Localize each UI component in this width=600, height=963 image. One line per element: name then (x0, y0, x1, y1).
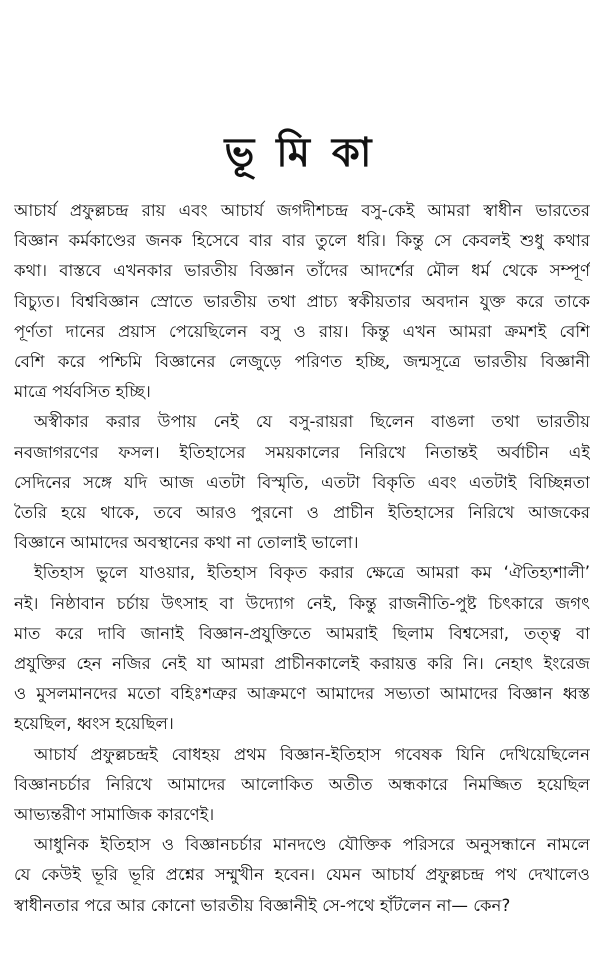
paragraph (14, 830, 590, 921)
text-line: বিজ্ঞানে আমাদের অবস্থানের কথা না তোলাই ভালো। (14, 533, 359, 553)
text-line: বেশি করে পশ্চিমি বিজ্ঞানের লেজুড়ে পরিণত হচ্ছি, জন্মসূত্রে ভারতীয় বিজ্ঞানী (14, 352, 590, 372)
paragraph (14, 196, 590, 407)
text-line: তৈরি হয়ে থাকে, তবে আরও পুরনো ও প্রাচীন ইতিহাসের নিরিখে আজকের (14, 503, 590, 523)
text-line: আচার্য প্রফুল্লচন্দ্রই বোধহয় প্রথম বিজ্ঞান-ইতিহাস গবেষক যিনি দেখিয়েছিলেন (34, 744, 590, 764)
text-line: যে কেউই ভূরি ভূরি প্রশ্নের সম্মুখীন হবেন। যেমন আচার্য প্রফুল্লচন্দ্র পথ দেখালেও (14, 865, 590, 885)
page-title: ভূ মি কা (224, 129, 376, 176)
text-line: নই। নিষ্ঠাবান চর্চায় উৎসাহ বা উদ্যোগ নেই, কিন্তু রাজনীতি-পুষ্ট চিৎকারে জগৎ (14, 593, 590, 613)
paragraph (14, 407, 590, 558)
text-line: নবজাগরণের ফসল। ইতিহাসের সময়কালের নিরিখে নিতান্তই অর্বাচীন এই (14, 442, 590, 462)
text-line: সেদিনের সঙ্গে যদি আজ এতটা বিস্মৃতি, এতটা বিকৃতি এবং এতটাই বিচ্ছিন্নতা (14, 472, 590, 492)
paragraph (14, 740, 590, 831)
text-line: মাত করে দাবি জানাই বিজ্ঞান-প্রযুক্তিতে আমরাই ছিলাম বিশ্বসেরা, তত্ত্ব বা (14, 623, 590, 643)
text-line: অস্বীকার করার উপায় নেই যে বসু-রায়রা ছিলেন বাঙলা তথা ভারতীয় (34, 412, 590, 432)
text-line: মাত্রে পর্যবসিত হচ্ছি। (14, 382, 151, 402)
text-line: বিচ্যুত। বিশ্ববিজ্ঞান স্রোতে ভারতীয় তথা প্রাচ্য স্বকীয়তার অবদান যুক্ত করে তাকে (14, 291, 590, 311)
text-line: পূর্ণতা দানের প্রয়াস পেয়েছিলেন বসু ও রায়। কিন্তু এখন আমরা ক্রমশই বেশি (14, 321, 590, 341)
text-line: স্বাধীনতার পরে আর কোনো ভারতীয় বিজ্ঞানীই সে-পথে হাঁটলেন না— কেন? (14, 895, 511, 915)
text-line: আভ্যন্তরীণ সামাজিক কারণেই। (14, 805, 215, 825)
paragraph (14, 558, 590, 739)
text-line: আধুনিক ইতিহাস ও বিজ্ঞানচর্চার মানদণ্ডে যৌক্তিক পরিসরে অনুসন্ধানে নামলে (34, 835, 590, 855)
text-line: বিজ্ঞান কর্মকাণ্ডের জনক হিসেবে বার বার তুলে ধরি। কিন্তু সে কেবলই শুধু কথার (14, 231, 590, 251)
text-line: কথা। বাস্তবে এখনকার ভারতীয় বিজ্ঞান তাঁদের আদর্শের মৌল ধর্ম থেকে সম্পূর্ণ (14, 261, 590, 281)
text-line: বিজ্ঞানচর্চার নিরিখে আমাদের আলোকিত অতীত অন্ধকারে নিমজ্জিত হয়েছিল (14, 774, 590, 794)
body-text (14, 196, 590, 921)
text-line: হয়েছিল, ধ্বংস হয়েছিল। (14, 714, 174, 734)
text-line: ও মুসলমানদের মতো বহিঃশত্রুর আক্রমণে আমাদের সভ্যতা আমাদের বিজ্ঞান ধ্বস্ত (14, 684, 590, 704)
text-line: প্রযুক্তির হেন নজির নেই যা আমরা প্রাচীনকালেই করায়ত্ত করি নি। নেহাৎ ইংরেজ (14, 654, 590, 674)
text-line: ইতিহাস ভুলে যাওয়ার, ইতিহাস বিকৃত করার ক্ষেত্রে আমরা কম ‘ঐতিহ্যশালী’ (34, 563, 590, 583)
text-line: আচার্য প্রফুল্লচন্দ্র রায় এবং আচার্য জগদীশচন্দ্র বসু-কেই আমরা স্বাধীন ভারতের (14, 201, 590, 220)
